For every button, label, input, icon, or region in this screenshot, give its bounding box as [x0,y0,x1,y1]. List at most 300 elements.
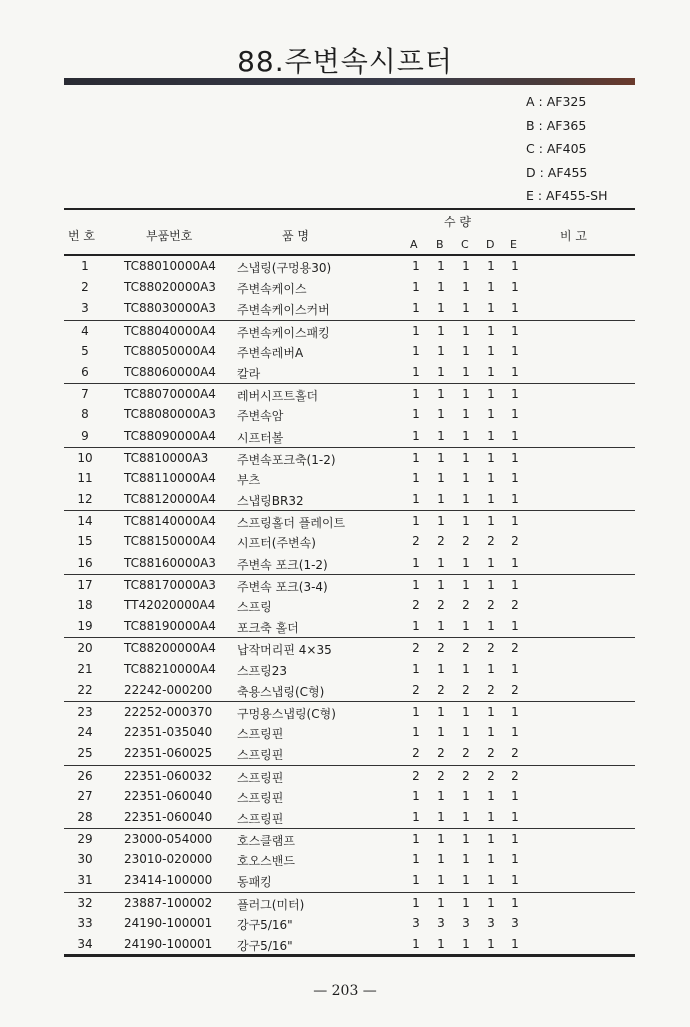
part-number: TC88200000A4 [124,641,216,656]
part-number: 22252-000370 [124,704,213,719]
row-number: 24 [77,725,93,740]
quantity-b: 2 [437,746,445,761]
part-name: 포크축 홀더 [237,621,299,636]
row-number: 28 [77,809,93,824]
quantity-d: 1 [487,619,495,634]
row-number: 4 [81,323,89,338]
quantity-a: 1 [412,725,420,740]
part-number: 22351-060040 [124,788,213,803]
quantity-c: 1 [462,852,470,867]
row-number: 34 [77,937,93,951]
table-row [64,553,635,574]
table-row [64,595,635,616]
table-row [64,659,635,680]
quantity-a: 1 [412,832,420,847]
quantity-c: 1 [462,323,470,338]
table-row [64,468,635,489]
quantity-c: 1 [462,873,470,888]
row-number: 7 [81,387,89,402]
quantity-e: 1 [511,470,519,485]
table-row [64,447,635,468]
quantity-e: 2 [511,598,519,612]
quantity-d: 1 [487,895,495,910]
legend-item: C : AF405 [526,141,587,156]
table-row [64,383,635,404]
table-row [64,870,635,891]
quantity-c: 2 [462,768,470,783]
part-name: 스냅링BR32 [237,494,304,509]
quantity-c: 2 [462,598,470,612]
quantity-b: 1 [437,873,445,888]
quantity-c: 1 [462,387,470,402]
part-number: TC88060000A4 [124,364,216,379]
quantity-a: 1 [412,852,420,867]
quantity-a: 1 [412,555,420,570]
quantity-b: 1 [437,852,445,867]
part-name: 레버시프트홀더 [237,389,319,404]
quantity-b: 1 [437,514,445,529]
table-row [64,531,635,552]
quantity-a: 1 [412,492,420,507]
quantity-c: 1 [462,492,470,507]
quantity-e: 1 [511,704,519,719]
quantity-b: 1 [437,555,445,570]
table-row [64,786,635,807]
quantity-c: 1 [462,937,470,951]
quantity-b: 1 [437,809,445,824]
quantity-c: 1 [462,514,470,529]
table-row [64,765,635,786]
quantity-c: 2 [462,682,470,697]
quantity-b: 2 [437,641,445,656]
quantity-b: 1 [437,725,445,740]
quantity-d: 2 [487,768,495,783]
quantity-e: 1 [511,492,519,507]
quantity-c: 1 [462,725,470,740]
quantity-c: 1 [462,428,470,443]
part-number: TC88010000A4 [124,259,216,273]
quantity-a: 1 [412,514,420,529]
part-name: 호오스밴드 [237,854,295,869]
quantity-d: 2 [487,534,495,549]
part-number: 22351-060025 [124,746,213,761]
header-no: 번 호 [68,229,95,243]
quantity-e: 1 [511,661,519,676]
quantity-e: 1 [511,407,519,422]
part-number: 22351-060040 [124,809,213,824]
quantity-e: 3 [511,915,519,930]
quantity-c: 1 [462,788,470,803]
row-number: 1 [81,259,89,273]
quantity-c: 1 [462,343,470,358]
part-number: 24190-100001 [124,937,213,951]
part-number: TC88080000A3 [124,407,216,422]
quantity-c: 1 [462,704,470,719]
part-number: TC88070000A4 [124,387,216,402]
quantity-c: 2 [462,641,470,656]
part-name: 스냅링(구멍용30) [237,261,332,275]
quantity-c: 2 [462,534,470,549]
quantity-d: 1 [487,873,495,888]
row-number: 27 [77,788,93,803]
quantity-c: 1 [462,301,470,316]
quantity-e: 1 [511,852,519,867]
part-name: 스프링핀 [237,727,284,742]
table-row [64,277,635,298]
quantity-b: 1 [437,704,445,719]
quantity-a: 1 [412,895,420,910]
quantity-b: 1 [437,619,445,634]
row-number: 10 [77,450,93,465]
page-number: — 203 — [313,983,377,999]
header-remark: 비 고 [560,229,587,243]
quantity-a: 2 [412,641,420,656]
quantity-d: 3 [487,915,495,930]
quantity-b: 1 [437,364,445,379]
table-row [64,616,635,637]
quantity-c: 1 [462,661,470,676]
part-number: TT42020000A4 [124,598,216,612]
quantity-a: 1 [412,323,420,338]
part-number: TC88030000A3 [124,301,216,316]
quantity-b: 1 [437,937,445,951]
quantity-c: 3 [462,915,470,930]
quantity-b: 1 [437,280,445,295]
row-number: 3 [81,301,89,316]
quantity-d: 1 [487,301,495,316]
part-number: 23010-020000 [124,852,213,867]
quantity-a: 1 [412,788,420,803]
quantity-c: 1 [462,577,470,592]
part-name: 강구5/16" [237,939,293,953]
part-number: TC88160000A3 [124,555,216,570]
quantity-d: 1 [487,428,495,443]
part-number: TC88110000A4 [124,470,216,485]
part-name: 시프터(주변속) [237,536,316,551]
row-number: 11 [77,470,93,485]
part-number: TC88150000A4 [124,534,216,549]
quantity-b: 1 [437,661,445,676]
quantity-a: 1 [412,809,420,824]
quantity-b: 2 [437,598,445,612]
header-qty-c: C [461,238,469,251]
quantity-d: 1 [487,809,495,824]
part-number: TC88120000A4 [124,492,216,507]
quantity-e: 1 [511,809,519,824]
quantity-d: 1 [487,323,495,338]
quantity-a: 1 [412,450,420,465]
quantity-c: 1 [462,832,470,847]
quantity-c: 1 [462,555,470,570]
table-row [64,426,635,447]
part-number: 24190-100001 [124,915,213,930]
quantity-b: 1 [437,323,445,338]
quantity-b: 1 [437,492,445,507]
quantity-c: 2 [462,746,470,761]
part-number: 22351-060032 [124,768,213,783]
row-number: 31 [77,873,93,888]
part-number: TC88210000A4 [124,661,216,676]
row-number: 21 [77,661,93,676]
quantity-b: 3 [437,915,445,930]
quantity-a: 1 [412,661,420,676]
quantity-e: 1 [511,619,519,634]
quantity-d: 1 [487,343,495,358]
row-number: 15 [77,534,93,549]
row-number: 33 [77,915,93,930]
table-bottom-rule [64,954,635,957]
part-number: 22242-000200 [124,682,213,697]
model-legend [526,90,608,208]
quantity-c: 1 [462,470,470,485]
quantity-e: 1 [511,788,519,803]
quantity-d: 1 [487,577,495,592]
part-number: TC88190000A4 [124,619,216,634]
quantity-d: 2 [487,598,495,612]
quantity-a: 2 [412,682,420,697]
quantity-e: 1 [511,364,519,379]
quantity-a: 1 [412,387,420,402]
quantity-e: 1 [511,280,519,295]
quantity-e: 1 [511,387,519,402]
quantity-a: 1 [412,937,420,951]
part-number: 23887-100002 [124,895,213,910]
part-name: 축용스냅링(C형) [237,684,325,699]
quantity-b: 1 [437,428,445,443]
quantity-d: 1 [487,555,495,570]
quantity-a: 2 [412,598,420,612]
quantity-c: 1 [462,259,470,273]
table-row [64,574,635,595]
row-number: 18 [77,598,93,612]
header-qty-a: A [410,238,418,251]
quantity-d: 1 [487,725,495,740]
quantity-a: 1 [412,470,420,485]
quantity-a: 1 [412,280,420,295]
table-row [64,298,635,319]
quantity-e: 2 [511,641,519,656]
table-row [64,489,635,510]
quantity-c: 1 [462,809,470,824]
row-number: 32 [77,895,93,910]
quantity-a: 2 [412,768,420,783]
quantity-d: 1 [487,492,495,507]
quantity-a: 1 [412,619,420,634]
part-name: 스프링홀더 플레이트 [237,516,346,531]
row-number: 2 [81,280,89,295]
part-number: TC88050000A4 [124,343,216,358]
quantity-e: 1 [511,555,519,570]
part-name: 주변속포크축(1-2) [237,452,336,467]
quantity-a: 1 [412,407,420,422]
table-row [64,722,635,743]
table-row [64,913,635,934]
table-row [64,807,635,828]
row-number: 6 [81,364,89,379]
quantity-c: 1 [462,407,470,422]
row-number: 8 [81,407,89,422]
part-number: TC88170000A3 [124,577,216,592]
row-number: 25 [77,746,93,761]
part-number: TC8810000A3 [124,450,209,465]
table-row [64,256,635,277]
page-title: 88.주변속시프터 [237,45,453,78]
quantity-d: 1 [487,364,495,379]
row-number: 22 [77,682,93,697]
quantity-a: 1 [412,428,420,443]
table-top-rule [64,208,635,210]
table-row [64,743,635,764]
table-row [64,680,635,701]
part-name: 납작머리핀 4×35 [237,643,332,658]
header-qty-b: B [436,238,444,251]
part-name: 주변속 포크(1-2) [237,557,328,572]
part-name: 호스클램프 [237,834,295,849]
quantity-c: 1 [462,280,470,295]
quantity-a: 3 [412,915,420,930]
legend-item: D : AF455 [526,164,588,180]
quantity-b: 1 [437,577,445,592]
table-row [64,362,635,383]
quantity-e: 1 [511,428,519,443]
table-row [64,892,635,913]
header-part-name: 품 명 [282,229,309,243]
quantity-e: 1 [511,514,519,529]
header-part-number: 부품번호 [146,229,193,243]
quantity-d: 2 [487,682,495,697]
part-name: 스프링 [237,600,272,614]
part-number: TC88020000A3 [124,280,216,295]
row-number: 16 [77,555,93,570]
row-number: 12 [77,492,93,507]
quantity-e: 2 [511,682,519,697]
table-row [64,637,635,658]
part-number: TC88140000A4 [124,514,216,529]
quantity-b: 1 [437,407,445,422]
part-name: 강구5/16" [237,917,293,932]
quantity-d: 1 [487,259,495,273]
legend-item: E : AF455-SH [526,188,608,203]
table-row [64,934,635,955]
quantity-e: 2 [511,534,519,549]
quantity-e: 1 [511,301,519,316]
quantity-d: 1 [487,661,495,676]
quantity-a: 1 [412,873,420,888]
quantity-b: 1 [437,301,445,316]
quantity-e: 1 [511,450,519,465]
quantity-b: 1 [437,450,445,465]
row-number: 17 [77,577,93,592]
quantity-e: 2 [511,746,519,761]
quantity-a: 1 [412,577,420,592]
part-name: 주변속케이스패킹 [237,325,330,340]
quantity-a: 1 [412,301,420,316]
row-number: 20 [77,641,93,656]
row-number: 14 [77,514,93,529]
part-number: 23414-100000 [124,873,213,888]
quantity-e: 1 [511,343,519,358]
quantity-d: 1 [487,407,495,422]
quantity-a: 1 [412,704,420,719]
legend-item: B : AF365 [526,117,587,133]
row-number: 26 [77,768,93,783]
quantity-b: 1 [437,788,445,803]
quantity-d: 1 [487,832,495,847]
part-name: 스프링23 [237,663,288,678]
quantity-e: 1 [511,259,519,273]
table-row [64,510,635,531]
table-row [64,849,635,870]
quantity-d: 2 [487,746,495,761]
quantity-e: 1 [511,937,519,951]
part-name: 주변속케이스 [237,282,307,297]
quantity-a: 1 [412,343,420,358]
part-number: 23000-054000 [124,832,213,847]
quantity-c: 1 [462,895,470,910]
part-name: 주변속레버A [237,345,304,360]
part-number: TC88090000A4 [124,428,216,443]
quantity-b: 1 [437,470,445,485]
table-row [64,404,635,425]
quantity-e: 1 [511,895,519,910]
quantity-d: 1 [487,852,495,867]
part-name: 시프터볼 [237,430,284,445]
legend-item: A : AF325 [526,94,587,109]
part-number: 22351-035040 [124,725,213,740]
part-name: 주변속케이스커버 [237,303,330,318]
title-rule [64,78,635,85]
part-name: 칼라 [237,366,261,381]
table-row [64,701,635,722]
quantity-b: 1 [437,259,445,273]
quantity-d: 1 [487,514,495,529]
part-name: 스프링핀 [237,811,284,826]
quantity-e: 1 [511,873,519,888]
quantity-e: 1 [511,323,519,338]
quantity-e: 1 [511,832,519,847]
table-row [64,320,635,341]
table-row [64,828,635,849]
quantity-c: 1 [462,450,470,465]
row-number: 30 [77,852,93,867]
quantity-b: 1 [437,343,445,358]
part-name: 구멍용스냅링(C형) [237,706,336,721]
quantity-b: 2 [437,682,445,697]
part-name: 주변속암 [237,409,284,424]
quantity-a: 1 [412,364,420,379]
row-number: 23 [77,704,93,719]
quantity-d: 1 [487,470,495,485]
part-name: 부츠 [237,472,261,487]
header-quantity: 수 량 [444,215,471,229]
quantity-e: 1 [511,577,519,592]
quantity-d: 1 [487,450,495,465]
quantity-b: 1 [437,387,445,402]
quantity-a: 2 [412,746,420,761]
quantity-b: 1 [437,895,445,910]
table-row [64,341,635,362]
quantity-d: 1 [487,788,495,803]
quantity-e: 2 [511,768,519,783]
row-number: 29 [77,832,93,847]
quantity-e: 1 [511,725,519,740]
parts-table-body [64,256,635,955]
row-number: 19 [77,619,93,634]
quantity-c: 1 [462,364,470,379]
part-name: 스프링핀 [237,770,284,785]
quantity-c: 1 [462,619,470,634]
part-name: 동패킹 [237,875,272,890]
